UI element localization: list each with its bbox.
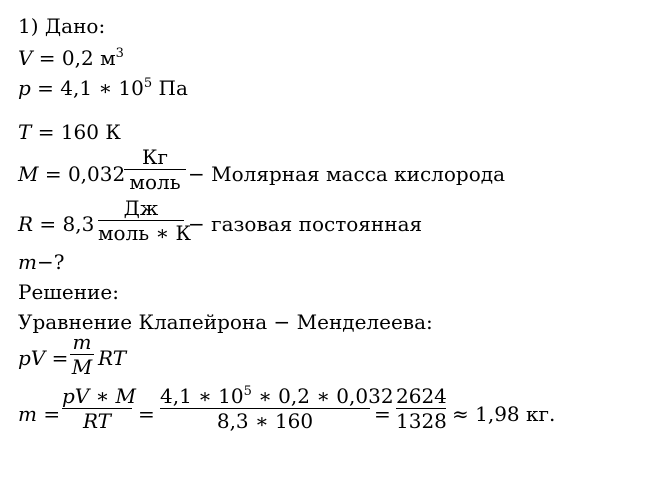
gas-constant-value: = 8,3 — [33, 212, 95, 236]
result-approximation: ≈ 1,98 кг. — [452, 402, 556, 426]
equation-rhs: RT — [98, 346, 127, 370]
equation-numerator: m — [72, 330, 92, 354]
given-gas-constant — [18, 212, 94, 236]
result-lhs: m = — [18, 402, 61, 426]
numerator-part-a: 4,1 ∗ 10 — [160, 384, 244, 408]
equation-fraction — [70, 330, 94, 379]
molar-mass-description: − Молярная масса кислорода — [188, 162, 506, 186]
equals-sign: = — [138, 402, 155, 426]
equation-denominator: M — [71, 355, 93, 379]
result-formula-numerator: pV ∗ M — [62, 384, 137, 408]
pressure-value: = 4,1 ∗ 10 — [30, 76, 144, 100]
result-numeric-fraction — [160, 384, 394, 433]
numerator-part-b: ∗ 0,2 ∗ 0,032 — [251, 384, 394, 408]
equation-lhs: pV = — [18, 346, 69, 370]
gas-constant-unit-fraction — [98, 196, 191, 245]
numerator-exponent: 5 — [243, 384, 252, 399]
pressure-exponent: 5 — [143, 76, 153, 91]
volume-symbol: V — [18, 46, 33, 70]
unknown-mass — [18, 250, 64, 274]
molar-mass-unit-denominator: моль — [129, 170, 181, 194]
volume-exponent: 3 — [115, 46, 124, 61]
gas-constant-unit-numerator: Дж — [123, 196, 159, 220]
gas-constant-unit-denominator: моль ∗ К — [98, 221, 191, 245]
result-formula-fraction — [62, 384, 137, 433]
solution-label: Решение: — [18, 280, 119, 304]
gas-constant-symbol: R — [18, 212, 34, 236]
pressure-unit: Па — [152, 76, 188, 100]
result-value-denominator: 1328 — [396, 409, 447, 433]
equals-sign: = — [374, 402, 391, 426]
result-value-numerator: 2624 — [396, 384, 447, 408]
result-numeric-numerator — [160, 384, 394, 408]
given-temperature — [18, 120, 121, 144]
unknown-marker: −? — [36, 250, 65, 274]
molar-mass-value: = 0,032 — [38, 162, 126, 186]
result-value-fraction — [396, 384, 446, 433]
equation-name: Уравнение Клапейрона − Менделеева: — [18, 310, 433, 334]
molar-mass-unit-numerator: Кг — [142, 145, 168, 169]
gas-constant-description: − газовая постоянная — [188, 212, 423, 236]
temperature-value: = 160 К — [31, 120, 121, 144]
given-pressure — [18, 76, 188, 100]
result-numeric-denominator: 8,3 ∗ 160 — [216, 409, 314, 433]
molar-mass-symbol: M — [18, 162, 39, 186]
given-header: 1) Дано: — [18, 14, 106, 38]
mass-symbol: m — [18, 250, 37, 274]
temperature-symbol: T — [18, 120, 32, 144]
pressure-symbol: p — [18, 76, 31, 100]
result-formula-denominator: RT — [82, 409, 112, 433]
volume-value: = 0,2 м — [32, 46, 116, 70]
given-volume — [18, 46, 124, 70]
given-molar-mass — [18, 162, 125, 186]
molar-mass-unit-fraction — [124, 145, 186, 194]
